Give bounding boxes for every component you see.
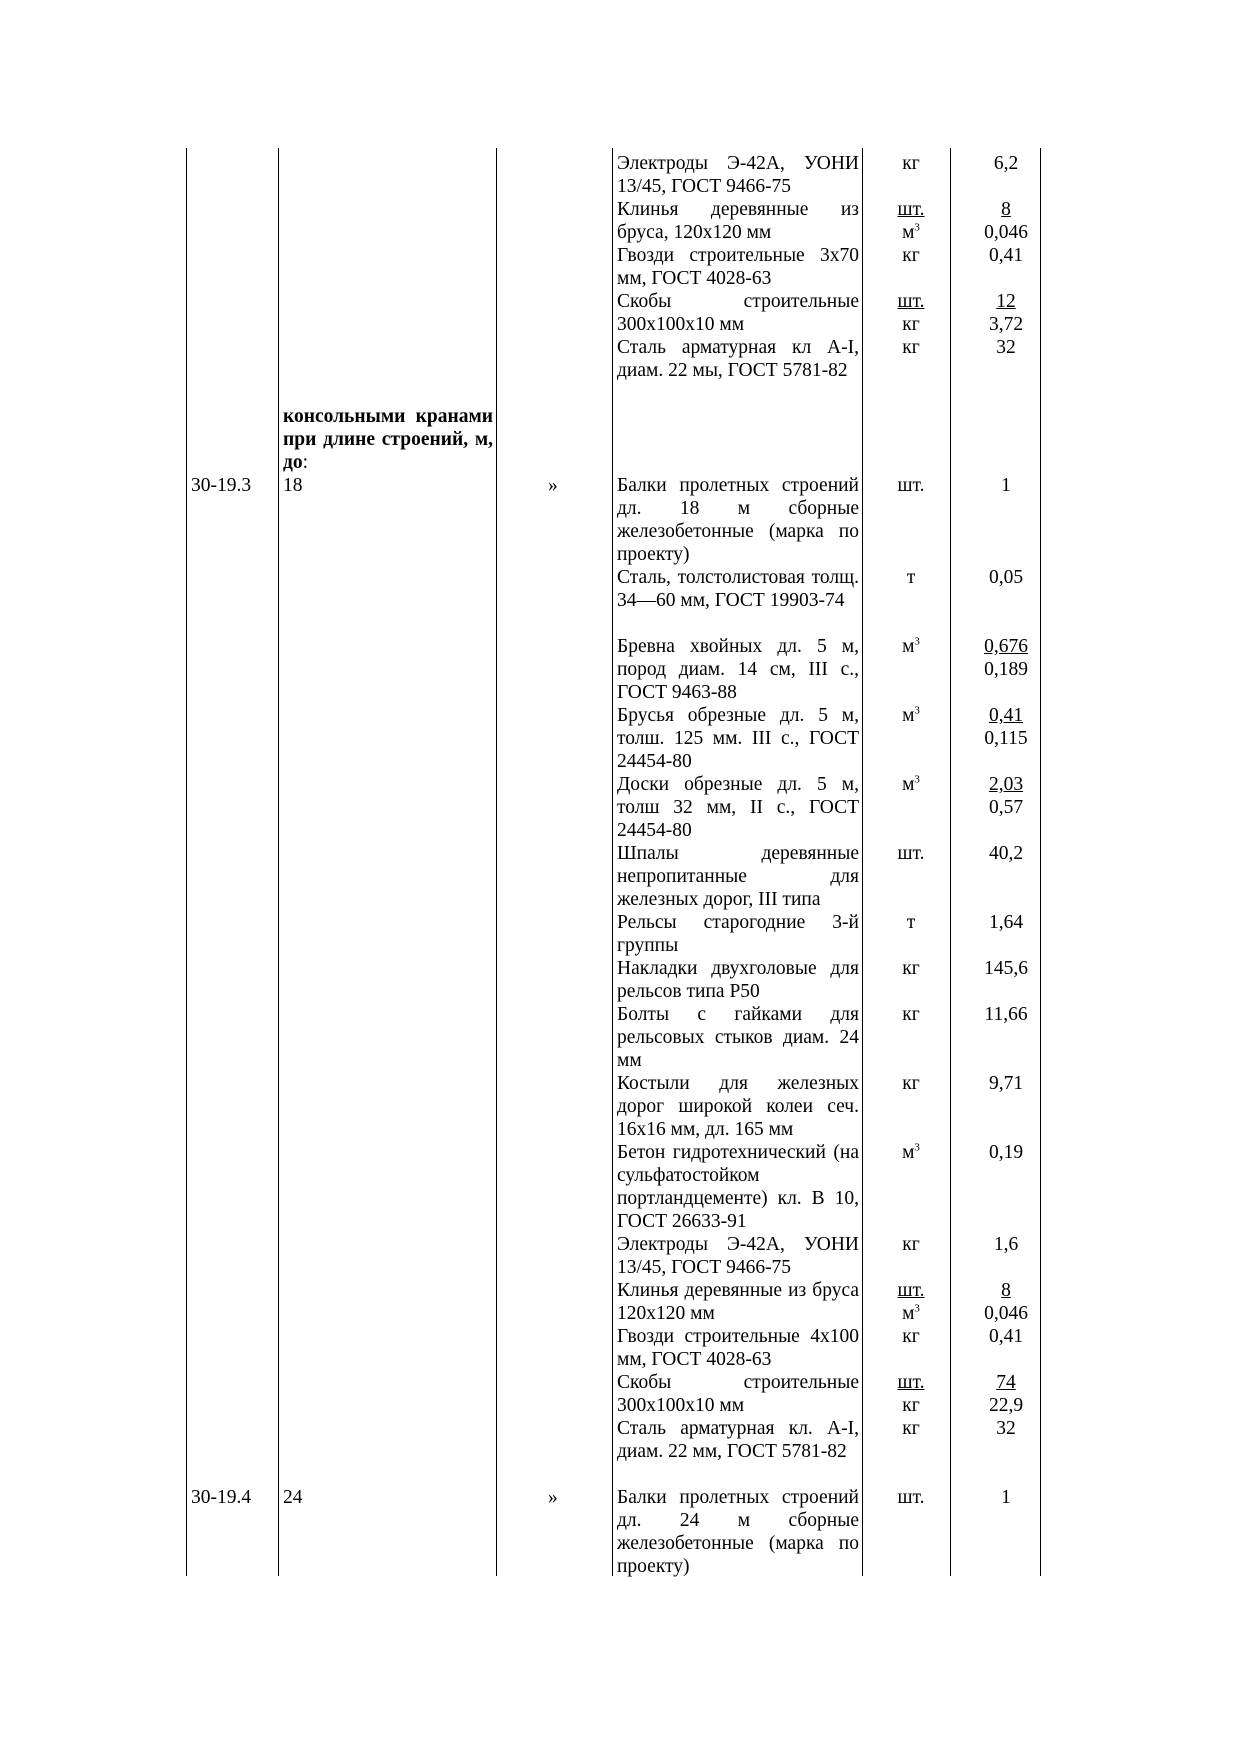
quantity-value: 22,9 [988,1395,1024,1416]
resource-quantity [956,842,1056,865]
quantity-value: 1 [1001,1487,1011,1508]
resource-quantity [956,1417,1056,1440]
resource-unit [866,198,956,244]
unit-value: кг [902,1418,920,1439]
resource-quantity [956,152,1056,175]
resource-description: Сталь, толстолистовая толщ. 34—60 мм, ГОСТ 19903-74 [617,567,859,611]
group2-mark: » [548,1487,558,1508]
resource-unit [866,566,956,589]
quantity-value: 11,66 [984,1004,1028,1025]
quantity-value: 0,046 [984,1303,1028,1324]
unit-value: кг [902,153,920,174]
resource-description: Балки пролетных строений дл. 18 м сборные железобетонные (марка по проекту) [617,475,859,565]
resource-unit [866,704,956,727]
resource-unit [866,1072,956,1095]
resource-unit [866,635,956,658]
resource-unit [866,1486,956,1509]
resource-description: Скобы строительные 300x100x10 мм [617,1372,859,1416]
quantity-value: 6,2 [993,153,1019,174]
resource-description: Брусья обрезные дл. 5 м, толш. 125 мм. III с., ГОСТ 24454-80 [617,705,859,772]
resource-quantity [956,1141,1056,1164]
table-border-left [186,148,187,1576]
unit-value: кг [902,337,920,358]
unit-value: кг [902,1004,920,1025]
unit-value: кг [902,1326,920,1347]
quantity-value: 0,57 [988,797,1024,818]
resource-quantity [956,773,1056,819]
unit-value: шт. [897,1487,925,1508]
resource-description: Гвозди строительные 3x70 мм, ГОСТ 4028-63 [617,245,859,289]
resource-quantity [956,1003,1056,1026]
resource-unit [866,244,956,267]
resource-quantity [956,1325,1056,1348]
resource-unit [866,1233,956,1256]
resource-quantity [956,1486,1056,1509]
section-heading-colon: : [302,452,309,473]
resource-description: Накладки двухголовые для рельсов типа Р50 [617,958,859,1002]
table-border-desc [862,148,863,1576]
resource-description: Клинья деревянные из бруса 120x120 мм [617,1280,859,1324]
quantity-value: 9,71 [988,1073,1024,1094]
quantity-value: 12 [996,291,1016,312]
unit-value: шт. [897,291,925,312]
resource-description: Сталь арматурная кл А-I, диам. 22 мы, ГОСТ 5781-82 [617,337,859,381]
unit-value: шт. [897,1372,925,1393]
quantity-value: 0,115 [984,728,1028,749]
resource-unit [866,290,956,336]
table-border-code [278,148,279,1576]
quantity-value: 1,6 [993,1234,1019,1255]
quantity-value: 8 [1001,1280,1011,1301]
resource-description: Бетон гидротехнический (на сульфатостойком портландцементе) кл. В 10, ГОСТ 26633-91 [617,1142,859,1232]
resource-quantity [956,244,1056,267]
resource-description: Скобы строительные 300x100x10 мм [617,291,859,335]
quantity-value: 40,2 [988,843,1024,864]
resource-quantity [956,704,1056,750]
resource-description: Балки пролетных строений дл. 24 м сборные железобетонные (марка по проекту) [617,1487,859,1577]
resource-unit [866,336,956,359]
table-border-mark [612,148,613,1576]
resource-description: Рельсы старогодние 3-й группы [617,912,859,956]
resource-quantity [956,635,1056,681]
quantity-value: 0,41 [988,1326,1024,1347]
resource-description: Гвозди строительные 4x100 мм, ГОСТ 4028-63 [617,1326,859,1370]
quantity-value: 32 [996,1418,1016,1439]
unit-value: кг [902,1395,920,1416]
group2-code: 30-19.4 [191,1487,252,1508]
resource-quantity [956,566,1056,589]
quantity-value: 0,41 [988,705,1024,726]
resource-unit [866,474,956,497]
resource-quantity [956,336,1056,359]
unit-value: т [906,912,916,933]
resource-description: Доски обрезные дл. 5 м, толш 32 мм, II с., ГОСТ 24454-80 [617,774,859,841]
resource-quantity [956,474,1056,497]
unit-value: $м^3$ [902,704,920,726]
resource-description: Сталь арматурная кл. А-I, диам. 22 мм, ГОСТ 5781-82 [617,1418,859,1462]
quantity-value: 2,03 [988,774,1024,795]
quantity-value: 8 [1001,199,1011,220]
resource-quantity [956,1233,1056,1256]
resource-unit [866,773,956,796]
resource-unit [866,957,956,980]
group2-param: 24 [283,1487,303,1508]
unit-value: $м^3$ [902,773,920,795]
resource-description: Шпалы деревянные непропитанные для железных дорог, III типа [617,843,859,910]
unit-value: шт. [897,843,925,864]
quantity-value: 32 [996,337,1016,358]
resource-quantity [956,290,1056,336]
resource-quantity [956,1371,1056,1417]
group1-code: 30-19.3 [191,475,252,496]
resource-description: Электроды Э-42А, УОНИ 13/45, ГОСТ 9466-75 [617,1234,859,1278]
unit-value: т [906,567,916,588]
group1-param: 18 [283,475,303,496]
resource-unit [866,152,956,175]
quantity-value: 1,64 [988,912,1024,933]
unit-value: $м^3$ [902,635,920,657]
quantity-value: 1 [1001,475,1011,496]
quantity-value: 0,19 [988,1142,1024,1163]
resource-unit [866,1371,956,1417]
resource-description: Костыли для железных дорог широкой колеи сеч. 16x16 мм, дл. 165 мм [617,1073,859,1140]
resource-unit [866,911,956,934]
resource-unit [866,1279,956,1325]
unit-value: шт. [897,199,925,220]
section-heading [283,405,493,474]
unit-value: кг [902,245,920,266]
unit-value: кг [902,1234,920,1255]
unit-value: $м^3$ [902,1302,920,1324]
resource-description: Бревна хвойных дл. 5 м, пород диам. 14 см, III с., ГОСТ 9463-88 [617,636,859,703]
quantity-value: 3,72 [988,314,1024,335]
resource-quantity [956,957,1056,980]
quantity-value: 74 [996,1372,1016,1393]
resource-description: Клинья деревянные из бруса, 120x120 мм [617,199,859,243]
unit-value: кг [902,314,920,335]
section-heading-text: консольными кранами при длине строений, м, до [283,406,493,473]
resource-quantity [956,1279,1056,1325]
quantity-value: 0,676 [984,636,1028,657]
resource-description: Электроды Э-42А, УОНИ 13/45, ГОСТ 9466-75 [617,153,859,197]
unit-value: кг [902,1073,920,1094]
unit-value: $м^3$ [902,1141,920,1163]
group1-mark: » [548,475,558,496]
quantity-value: 0,41 [988,245,1024,266]
quantity-value: 145,6 [984,958,1028,979]
quantity-value: 0,046 [984,222,1028,243]
unit-value: $м^3$ [902,221,920,243]
resource-unit [866,1003,956,1026]
table-border-param [496,148,497,1576]
resource-quantity [956,911,1056,934]
resource-quantity [956,198,1056,244]
unit-value: шт. [897,475,925,496]
resource-unit [866,1141,956,1164]
resource-unit [866,1325,956,1348]
quantity-value: 0,05 [988,567,1024,588]
resource-quantity [956,1072,1056,1095]
resource-description: Болты с гайками для рельсовых стыков диам. 24 мм [617,1004,859,1071]
unit-value: кг [902,958,920,979]
resource-unit [866,1417,956,1440]
quantity-value: 0,189 [984,659,1028,680]
resource-unit [866,842,956,865]
unit-value: шт. [897,1280,925,1301]
